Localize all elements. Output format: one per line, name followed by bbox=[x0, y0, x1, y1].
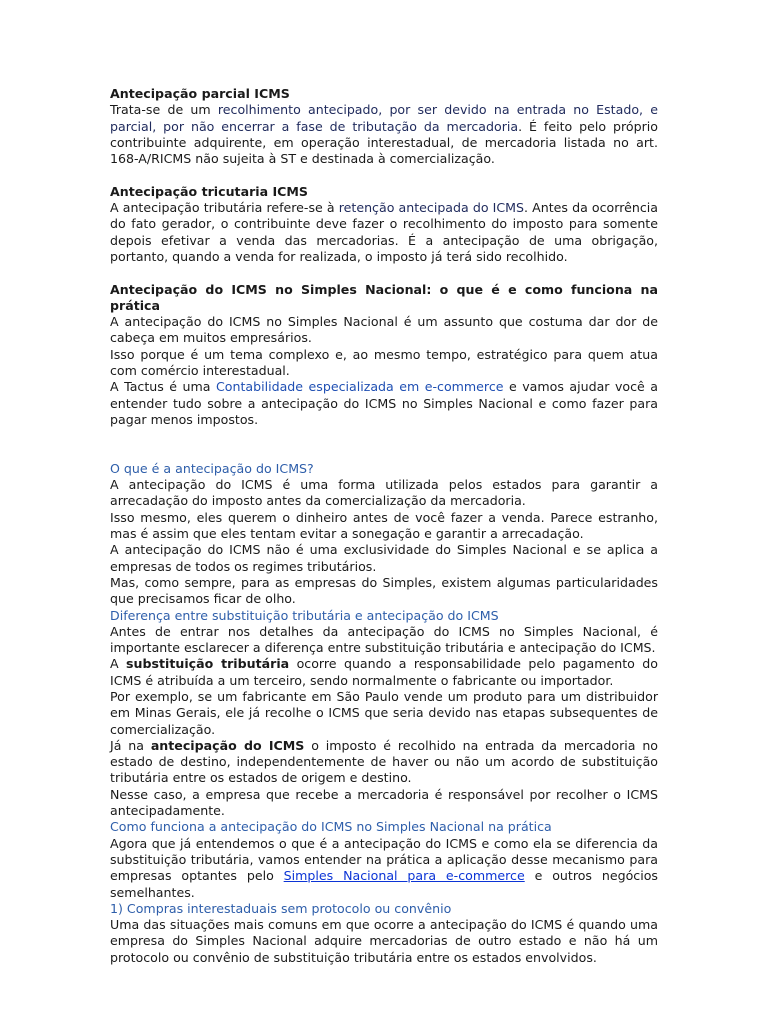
subheading-diferenca: Diferença entre substituição tributária e antecipação do ICMS bbox=[110, 607, 499, 623]
paragraph: A antecipação do ICMS não é uma exclusividade do Simples Nacional e se aplica a empresas de todos os regimes tributários. bbox=[110, 542, 658, 574]
paragraph: Agora que já entendemos o que é a antecipação do ICMS e como ela se diferencia da substituição tributária, vamos entender na prática a aplicação desse mecanismo para empresas optantes pelo Simples Nacional para e-commerce e outros negócios semelhantes. bbox=[110, 835, 658, 900]
heading-antecipacao-tributaria: Antecipação tricutaria ICMS bbox=[110, 183, 309, 199]
paragraph: Por exemplo, se um fabricante em São Paulo vende um produto para um distribuidor em Minas Gerais, ele já recolhe o ICMS que seria devido nas etapas subsequentes de comercialização. bbox=[110, 688, 658, 737]
paragraph: Nesse caso, a empresa que recebe a mercadoria é responsável por recolher o ICMS antecipadamente. bbox=[110, 786, 658, 819]
paragraph: Isso porque é um tema complexo e, ao mesmo tempo, estratégico para quem atua com comércio interestadual. bbox=[110, 346, 658, 379]
link-contabilidade-ecommerce[interactable]: Contabilidade especializada em e-commerce bbox=[215, 379, 504, 395]
paragraph-antecipacao-tributaria: A antecipação tributária refere-se à retenção antecipada do ICMS. Antes da ocorrência do fato gerador, o contribuinte deve fazer o recolhimento do imposto para somente depois efetivar a venda das mercadorias. É a antecipação de uma obrigação, portanto, quando a venda for realizada, o imposto já terá sido recolhido. bbox=[110, 200, 658, 264]
paragraph: Isso mesmo, eles querem o dinheiro antes de você fazer a venda. Parece estranho, mas é assim que eles tentam evitar a sonegação e garantir a arrecadação. bbox=[110, 509, 658, 542]
link-retencao-antecipada[interactable]: retenção antecipada do ICMS bbox=[338, 200, 525, 216]
heading-antecipacao-parcial: Antecipação parcial ICMS bbox=[110, 86, 290, 101]
link-recolhimento-antecipado[interactable]: recolhimento antecipado, por ser devido na entrada no Estado, e parcial, por não encerrar a fase de tributação da mercadoria bbox=[110, 102, 658, 134]
bold-term: substituição tributária bbox=[126, 656, 290, 672]
document-page bbox=[110, 86, 658, 966]
heading-simples-nacional: Antecipação do ICMS no Simples Nacional: o que é e como funciona na prática bbox=[110, 281, 658, 313]
paragraph: A substituição tributária ocorre quando a responsabilidade pelo pagamento do ICMS é atribuída a um terceiro, sendo normalmente o fabricante ou importador. bbox=[110, 656, 658, 688]
paragraph: Mas, como sempre, para as empresas do Simples, existem algumas particularidades que precisamos ficar de olho. bbox=[110, 574, 658, 607]
paragraph: Uma das situações mais comuns em que ocorre a antecipação do ICMS é quando uma empresa do Simples Nacional adquire mercadorias de outro estado e não há um protocolo ou convênio de substituição tributária entre os estados envolvidos. bbox=[110, 917, 658, 965]
paragraph: A antecipação do ICMS é uma forma utilizada pelos estados para garantir a arrecadação do imposto antes da comercialização da mercadoria. bbox=[110, 477, 658, 509]
subheading-como-funciona: Como funciona a antecipação do ICMS no Simples Nacional na prática bbox=[110, 819, 552, 835]
bold-term: antecipação do ICMS bbox=[150, 737, 305, 753]
link-simples-nacional-ecommerce[interactable]: Simples Nacional para e-commerce bbox=[283, 868, 525, 884]
paragraph: Já na antecipação do ICMS o imposto é recolhido na entrada da mercadoria no estado de destino, independentemente de haver ou não um acordo de substituição tributária entre os estados de origem e destino. bbox=[110, 737, 659, 786]
subheading-o-que-e: O que é a antecipação do ICMS? bbox=[110, 460, 314, 476]
paragraph: Antes de entrar nos detalhes da antecipação do ICMS no Simples Nacional, é importante esclarecer a diferença entre substituição tributária e antecipação do ICMS. bbox=[110, 623, 658, 656]
subheading-compras-interestaduais: 1) Compras interestaduais sem protocolo ou convênio bbox=[110, 900, 452, 916]
paragraph: A antecipação do ICMS no Simples Nacional é um assunto que costuma dar dor de cabeça em muitos empresários. bbox=[110, 314, 658, 346]
paragraph-antecipacao-parcial: Trata-se de um recolhimento antecipado, por ser devido na entrada no Estado, e parcial, por não encerrar a fase de tributação da mercadoria. É feito pelo próprio contribuinte adquirente, em operação interestadual, de mercadoria listada no art. 168-A/RICMS não sujeita à ST e destinada à comercialização. bbox=[110, 102, 659, 167]
paragraph: A Tactus é uma Contabilidade especializada em e-commerce e vamos ajudar você a entender tudo sobre a antecipação do ICMS no Simples Nacional e como fazer para pagar menos impostos. bbox=[110, 379, 658, 427]
